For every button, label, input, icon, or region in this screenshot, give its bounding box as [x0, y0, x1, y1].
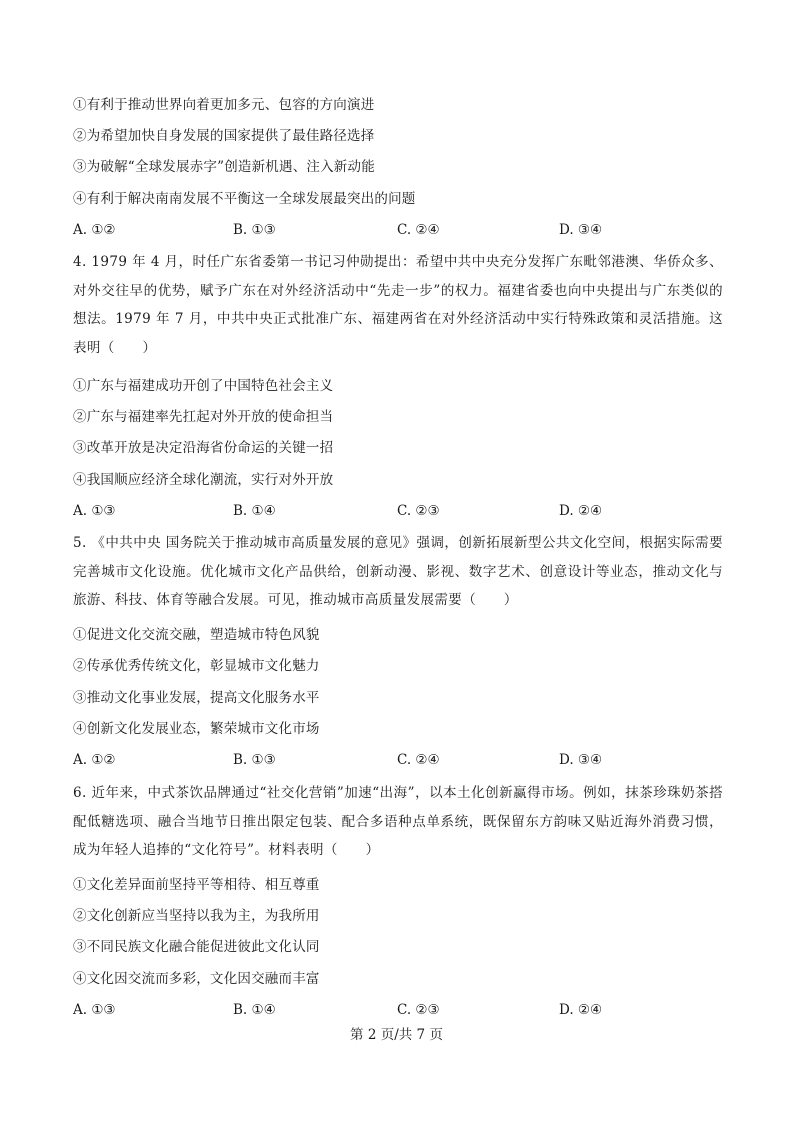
- q6-answer-d: D. ②④: [559, 1002, 603, 1018]
- q4-answer-b: B. ①④: [233, 503, 276, 519]
- q6-answer-c: C. ②③: [397, 1002, 440, 1018]
- q5-answer-row: [73, 750, 723, 770]
- q4-answer-row: [73, 501, 723, 521]
- q6-answer-b: B. ①④: [233, 1002, 276, 1018]
- q6-option-3: ③不同民族文化融合能促进彼此文化认同: [73, 939, 320, 955]
- q4-stem: 4. 1979 年 4 月，时任广东省委第一书记习仲勋提出：希望中共中央充分发挥广东毗邻港澳、华侨众多、对外交往早的优势，赋予广东在对外经济活动中“先走一步”的权力。福建省委也向中央提出与广东类似的想法。1979 年 7 月，中共中央正式批准广东、福建两省在对外经济活动中实行特殊政策和灵活措施。这表明（ ）: [73, 254, 723, 356]
- q6-option-2: ②文化创新应当坚持以我为主，为我所用: [73, 908, 320, 924]
- q6-stem: 6. 近年来，中式茶饮品牌通过“社交化营销”加速“出海”，以本土化创新赢得市场。例如，抹茶珍珠奶茶搭配低糖选项、融合当地节日推出限定包装、配合多语种点单系统，既保留东方韵味又贴近海外消费习惯，成为年轻人追捧的“文化符号”。材料表明（ ）: [73, 785, 723, 858]
- q3-option-2: ②为希望加快自身发展的国家提供了最佳路径选择: [73, 128, 375, 144]
- q3-answer-c: C. ②④: [397, 222, 440, 238]
- q5-option-2: ②传承优秀传统文化，彰显城市文化魅力: [73, 658, 320, 674]
- q4-option-4: ④我国顺应经济全球化潮流，实行对外开放: [73, 472, 334, 488]
- q4-answer-d: D. ②④: [559, 503, 603, 519]
- q3-option-4: ④有利于解决南南发展不平衡这一全球发展最突出的问题: [73, 191, 416, 207]
- q3-answer-d: D. ③④: [559, 222, 603, 238]
- q5-answer-a: A. ①②: [73, 752, 116, 768]
- q3-answer-a: A. ①②: [73, 222, 116, 238]
- q4-answer-a: A. ①③: [73, 503, 116, 519]
- q3-answer-b: B. ①③: [233, 222, 276, 238]
- q5-answer-d: D. ③④: [559, 752, 603, 768]
- q5-option-3: ③推动文化事业发展，提高文化服务水平: [73, 690, 320, 706]
- q5-stem: 5. 《中共中央 国务院关于推动城市高质量发展的意见》强调，创新拓展新型公共文化空间，根据实际需要完善城市文化设施。优化城市文化产品供给，创新动漫、影视、数字艺术、创意设计等业态，推动文化与旅游、科技、体育等融合发展。可见，推动城市高质量发展需要（ ）: [73, 535, 723, 608]
- q6-option-4: ④文化因交流而多彩，文化因交融而丰富: [73, 971, 320, 987]
- q3-option-1: ①有利于推动世界向着更加多元、包容的方向演进: [73, 97, 375, 113]
- q3-answer-row: [73, 220, 723, 240]
- q6-answer-a: A. ①③: [73, 1002, 116, 1018]
- q6-answer-row: [73, 1000, 723, 1020]
- q4-option-1: ①广东与福建成功开创了中国特色社会主义: [73, 378, 334, 394]
- page-number-footer: 第 2 页/共 7 页: [350, 1027, 443, 1043]
- q4-option-2: ②广东与福建率先扛起对外开放的使命担当: [73, 409, 334, 425]
- q3-option-3: ③为破解“全球发展赤字”创造新机遇、注入新动能: [73, 159, 375, 175]
- q6-option-1: ①文化差异面前坚持平等相待、相互尊重: [73, 877, 320, 893]
- q5-option-1: ①促进文化交流交融，塑造城市特色风貌: [73, 627, 320, 643]
- q4-option-3: ③改革开放是决定沿海省份命运的关键一招: [73, 440, 334, 456]
- q5-option-4: ④创新文化发展业态，繁荣城市文化市场: [73, 721, 320, 737]
- q5-answer-c: C. ②④: [397, 752, 440, 768]
- q4-answer-c: C. ②③: [397, 503, 440, 519]
- q5-answer-b: B. ①③: [233, 752, 276, 768]
